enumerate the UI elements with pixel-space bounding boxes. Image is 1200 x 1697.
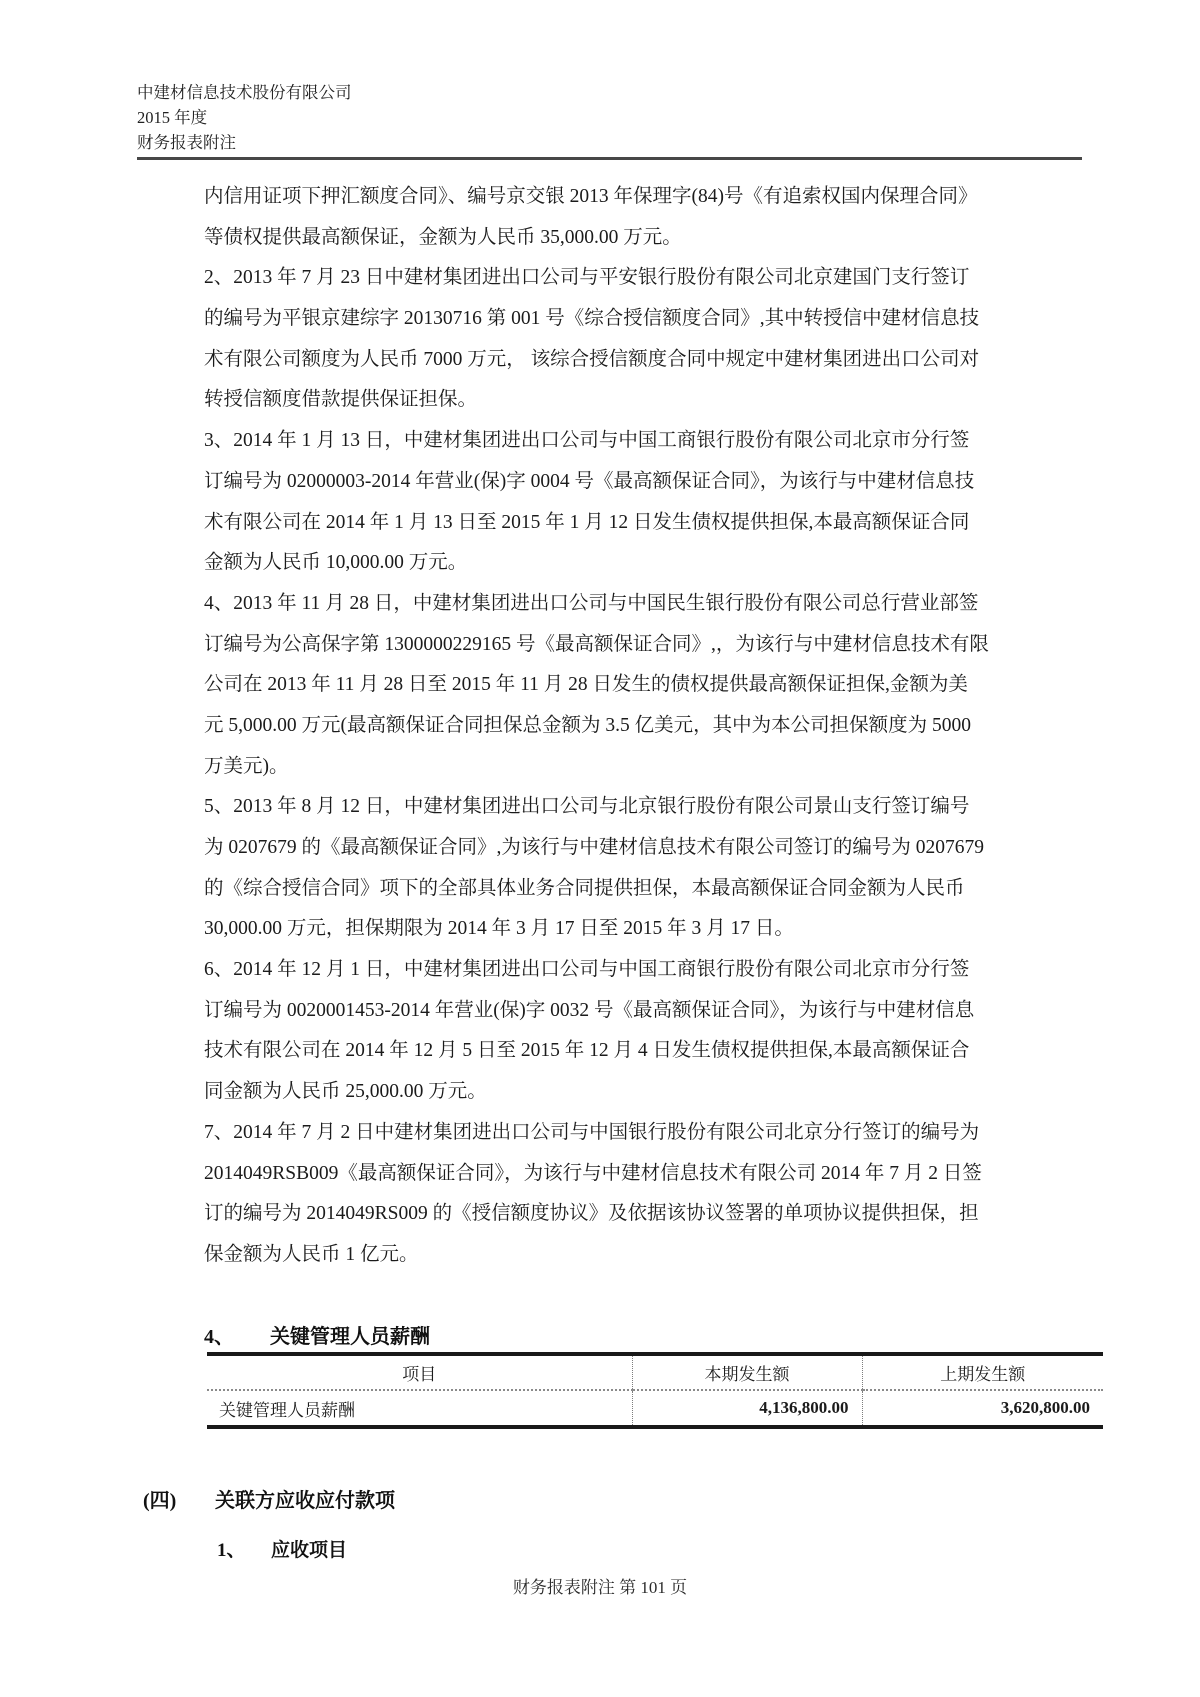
subsection-heading-receivable-items — [217, 1535, 347, 1562]
paragraph-line: 订编号为公高保字第 1300000229165 号《最高额保证合同》,，为该行与中建材信息技术有限 — [204, 633, 989, 655]
header-company: 中建材信息技术股份有限公司 — [137, 83, 352, 102]
paragraph-line: 3、2014 年 1 月 13 日，中建材集团进出口公司与中国工商银行股份有限公司北京市分行签 — [204, 430, 970, 452]
section-number: 4、 — [204, 1326, 234, 1348]
header-year: 2015 年度 — [137, 108, 208, 127]
paragraph-line: 4、2013 年 11 月 28 日，中建材集团进出口公司与中国民生银行股份有限公司总行营业部签 — [204, 592, 979, 614]
header-rule — [137, 157, 1082, 160]
body-text — [204, 177, 1064, 1276]
table-header-current-period: 本期发生额 — [632, 1354, 862, 1390]
subsection-title: 应收项目 — [271, 1540, 348, 1561]
paragraph-line: 2014049RSB009《最高额保证合同》，为该行与中建材信息技术有限公司 2014 年 7 月 2 日签 — [204, 1162, 982, 1184]
table-row — [207, 1390, 1103, 1427]
paragraph-line: 转授信额度借款提供保证担保。 — [204, 389, 478, 411]
paragraph-line: 订编号为 0020001453-2014 年营业(保)字 0032 号《最高额保证合同》，为该行与中建材信息 — [204, 999, 975, 1021]
section-title: 关联方应收应付款项 — [215, 1490, 395, 1512]
page-header — [137, 80, 352, 155]
paragraph-line: 术有限公司额度为人民币 7000 万元， 该综合授信额度合同中规定中建材集团进出口公司对 — [204, 348, 980, 370]
header-doc-title: 财务报表附注 — [137, 133, 236, 152]
paragraph-line: 订的编号为 2014049RS009 的《授信额度协议》及依据该协议签署的单项协议提供担保，担 — [204, 1203, 979, 1225]
paragraph-line: 同金额为人民币 25,000.00 万元。 — [204, 1081, 487, 1103]
subsection-number: 1、 — [217, 1540, 246, 1561]
paragraph-line: 元 5,000.00 万元(最高额保证合同担保总金额为 3.5 亿美元，其中为本公司担保额度为 5000 — [204, 714, 971, 736]
paragraph-line: 等债权提供最高额保证，金额为人民币 35,000.00 万元。 — [204, 226, 682, 248]
section-heading-related-party-receivables-payables — [143, 1484, 395, 1513]
paragraph-line: 的编号为平银京建综字 20130716 第 001 号《综合授信额度合同》,其中转授信中建材信息技 — [204, 308, 980, 330]
paragraph-line: 30,000.00 万元，担保期限为 2014 年 3 月 17 日至 2015 年 3 月 17 日。 — [204, 918, 794, 940]
section-heading-key-management-compensation — [204, 1320, 430, 1349]
paragraph-line: 为 0207679 的《最高额保证合同》,为该行与中建材信息技术有限公司签订的编号为 0207679 — [204, 837, 985, 858]
paragraph-line: 保金额为人民币 1 亿元。 — [204, 1243, 419, 1265]
paragraph-line: 的《综合授信合同》项下的全部具体业务合同提供担保，本最高额保证合同金额为人民币 — [204, 877, 965, 899]
table-header-item: 项目 — [207, 1354, 632, 1390]
table-cell-current: 4,136,800.00 — [632, 1390, 862, 1427]
section-title: 关键管理人员薪酬 — [270, 1326, 430, 1348]
paragraph-line: 公司在 2013 年 11 月 28 日至 2015 年 11 月 28 日发生的债权提供最高额保证担保,金额为美 — [204, 674, 968, 696]
paragraph-line: 5、2013 年 8 月 12 日，中建材集团进出口公司与北京银行股份有限公司景山支行签订编号 — [204, 796, 970, 818]
paragraph-line: 2、2013 年 7 月 23 日中建材集团进出口公司与平安银行股份有限公司北京建国门支行签订 — [204, 267, 970, 289]
paragraph-line: 7、2014 年 7 月 2 日中建材集团进出口公司与中国银行股份有限公司北京分行签订的编号为 — [204, 1121, 980, 1143]
paragraph-line: 金额为人民币 10,000.00 万元。 — [204, 552, 468, 574]
paragraph-line: 订编号为 02000003-2014 年营业(保)字 0004 号《最高额保证合同》，为该行与中建材信息技 — [204, 470, 975, 492]
compensation-table — [207, 1352, 1103, 1429]
paragraph-line: 技术有限公司在 2014 年 12 月 5 日至 2015 年 12 月 4 日发生债权提供担保,本最高额保证合 — [204, 1040, 970, 1062]
table-cell-item: 关键管理人员薪酬 — [219, 1400, 355, 1420]
paragraph-line: 万美元)。 — [204, 755, 289, 777]
table-header-row — [207, 1354, 1103, 1390]
page-footer: 财务报表附注 第 101 页 — [512, 1578, 688, 1597]
table-cell-prior: 3,620,800.00 — [862, 1390, 1103, 1427]
paragraph-line: 术有限公司在 2014 年 1 月 13 日至 2015 年 1 月 12 日发生债权提供担保,本最高额保证合同 — [204, 511, 970, 533]
section-number: (四) — [143, 1490, 177, 1512]
paragraph-line: 内信用证项下押汇额度合同》、编号京交银 2013 年保理字(84)号《有追索权国内保理合同》 — [204, 186, 978, 207]
paragraph-line: 6、2014 年 12 月 1 日，中建材集团进出口公司与中国工商银行股份有限公司北京市分行签 — [204, 959, 970, 981]
table-header-prior-period: 上期发生额 — [862, 1354, 1103, 1390]
